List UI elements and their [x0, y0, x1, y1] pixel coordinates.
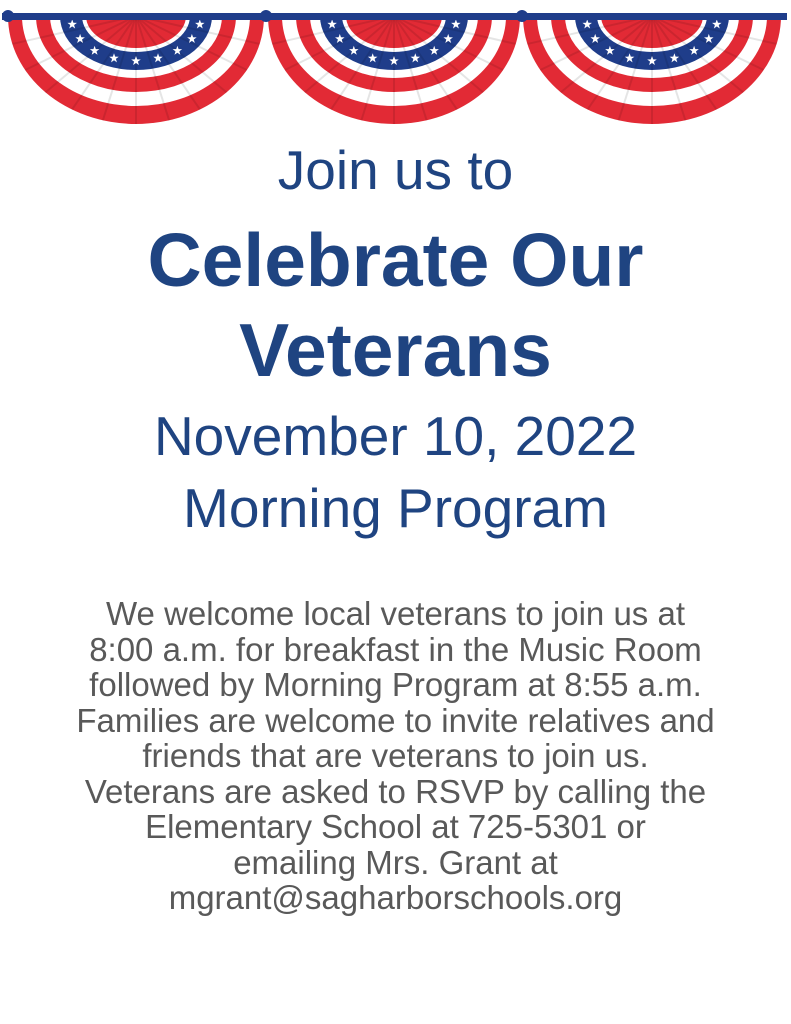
patriotic-bunting-icon	[0, 0, 791, 130]
details-line: We welcome local veterans to join us at	[106, 595, 685, 632]
bunting-rope	[2, 13, 787, 20]
bunting-swag	[2, 10, 264, 124]
bunting-swag	[516, 10, 781, 124]
title-line-1: Celebrate Our	[147, 218, 644, 302]
contact-email: mgrant@sagharborschools.org	[168, 879, 623, 916]
details-line: followed by Morning Program at 8:55 a.m.	[89, 666, 702, 703]
details-line: Families are welcome to invite relatives and	[76, 701, 715, 739]
intro-text: Join us to	[277, 139, 514, 201]
details-line: emailing Mrs. Grant at	[233, 843, 558, 881]
program-name: Morning Program	[183, 477, 608, 539]
event-date: November 10, 2022	[153, 405, 638, 467]
bunting-swag	[260, 10, 520, 124]
details-line: Elementary School at 725-5301 or	[145, 808, 646, 845]
details-line: 8:00 a.m. for breakfast in the Music Room	[89, 630, 702, 668]
title-line-2: Veterans	[239, 308, 552, 392]
event-details	[0, 596, 791, 916]
details-line: Veterans are asked to RSVP by calling the	[84, 772, 707, 810]
details-line: friends that are veterans to join us.	[142, 737, 649, 774]
